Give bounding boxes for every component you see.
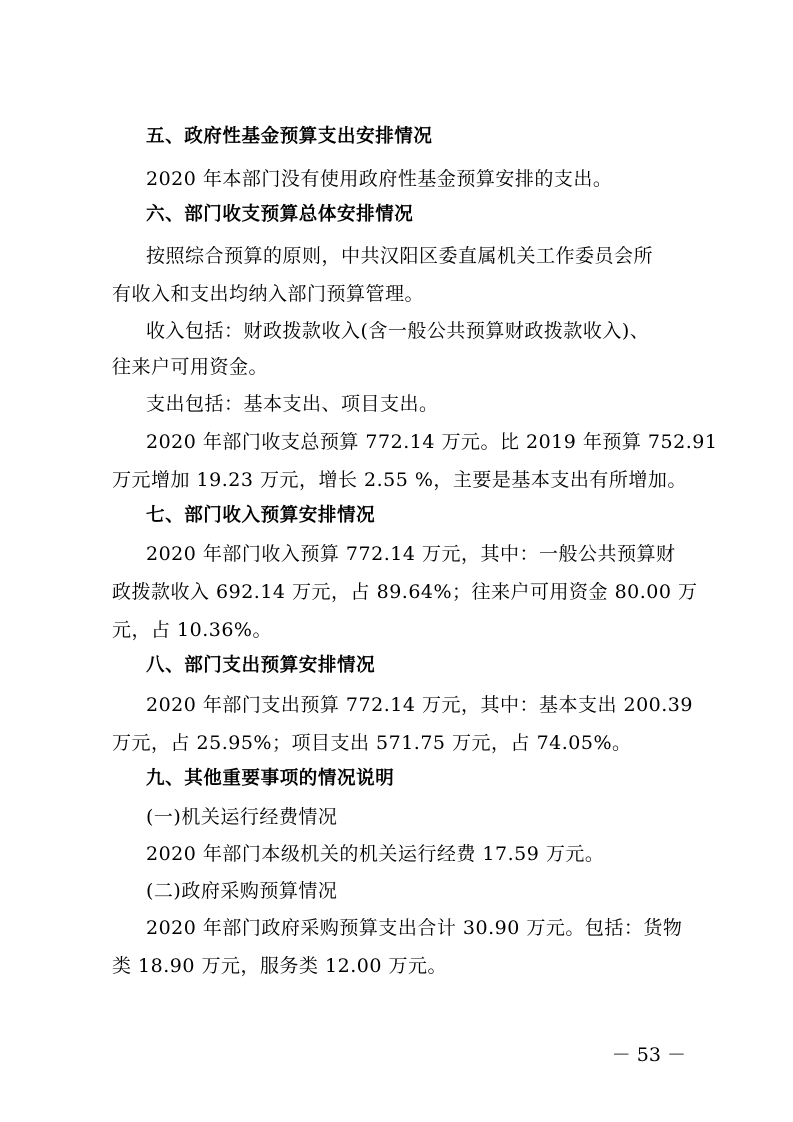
section-8-heading: 八、部门支出预算安排情况 [146, 655, 376, 676]
section-6-paragraph-4-line-2: 万元增加 19.23 万元，增长 2.55 %，主要是基本支出有所增加。 [112, 469, 687, 491]
section-6-paragraph-2-line-2: 往来户可用资金。 [112, 356, 269, 378]
section-9-subparagraph-2-line-2: 类 18.90 万元，服务类 12.00 万元。 [112, 955, 447, 977]
page-number: － 53 － [611, 1044, 686, 1066]
section-9-heading: 九、其他重要事项的情况说明 [146, 768, 395, 789]
section-5-heading: 五、政府性基金预算支出安排情况 [146, 126, 433, 147]
section-6-paragraph-1-line-1: 按照综合预算的原则，中共汉阳区委直属机关工作委员会所 [146, 245, 654, 267]
section-6-paragraph-2-line-1: 收入包括：财政拨款收入(含一般公共预算财政拨款收入)、 [146, 320, 650, 342]
section-6-paragraph-1-line-2: 有收入和支出均纳入部门预算管理。 [112, 283, 425, 305]
section-7-paragraph-line-2: 政拨款收入 692.14 万元，占 89.64%；往来户可用资金 80.00 万 [112, 581, 698, 603]
section-5-paragraph: 2020 年本部门没有使用政府性基金预算安排的支出。 [146, 168, 613, 190]
section-7-paragraph-line-3: 元，占 10.36%。 [112, 619, 272, 641]
section-9-subparagraph-1: 2020 年部门本级机关的机关运行经费 17.59 万元。 [146, 843, 605, 865]
section-9-subheading-1: (一)机关运行经费情况 [146, 806, 338, 828]
section-9-subheading-2: (二)政府采购预算情况 [146, 880, 338, 902]
section-9-subparagraph-2-line-1: 2020 年部门政府采购预算支出合计 30.90 万元。包括：货物 [146, 917, 683, 939]
section-6-paragraph-4-line-1: 2020 年部门收支总预算 772.14 万元。比 2019 年预算 752.91 [146, 431, 718, 453]
section-6-heading: 六、部门收支预算总体安排情况 [146, 204, 414, 225]
section-6-paragraph-3: 支出包括：基本支出、项目支出。 [146, 393, 439, 415]
section-8-paragraph-line-1: 2020 年部门支出预算 772.14 万元，其中：基本支出 200.39 [146, 694, 693, 716]
section-7-paragraph-line-1: 2020 年部门收入预算 772.14 万元，其中：一般公共预算财 [146, 543, 676, 565]
section-7-heading: 七、部门收入预算安排情况 [146, 505, 376, 526]
section-8-paragraph-line-2: 万元，占 25.95%；项目支出 571.75 万元，占 74.05%。 [112, 732, 632, 754]
